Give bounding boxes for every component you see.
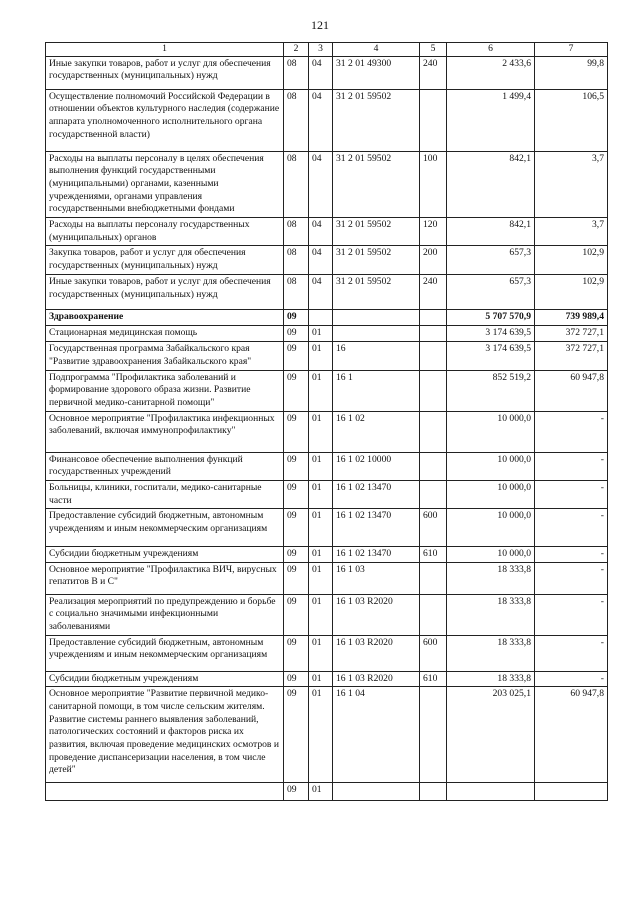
target-article-cell: 16: [333, 342, 420, 370]
amount-cell: 657,3: [447, 275, 535, 310]
subsection-code-cell: 01: [309, 687, 333, 783]
expense-type-cell: [420, 411, 447, 452]
row-name-cell: Здравоохранение: [46, 310, 284, 326]
section-code-cell: 09: [284, 783, 309, 801]
target-article-cell: [333, 326, 420, 342]
federal-amount-cell: 3,7: [535, 151, 608, 217]
row-name-cell: Подпрограмма "Профилактика заболеваний и формирование здорового образа жизни. Развитие первичной медико-санитарной помощи": [46, 370, 284, 411]
federal-amount-cell: -: [535, 452, 608, 480]
header-col-5: 5: [420, 43, 447, 57]
target-article-cell: 16 1 03 R2020: [333, 635, 420, 671]
target-article-cell: 16 1 02: [333, 411, 420, 452]
table-row: [46, 370, 608, 411]
row-name-cell: Иные закупки товаров, работ и услуг для обеспечения государственных (муниципальных) нужд: [46, 56, 284, 89]
table-row: [46, 547, 608, 563]
header-col-3: 3: [309, 43, 333, 57]
section-code-cell: 08: [284, 89, 309, 151]
target-article-cell: [333, 310, 420, 326]
target-article-cell: 31 2 01 49300: [333, 56, 420, 89]
federal-amount-cell: 102,9: [535, 275, 608, 310]
header-col-1: 1: [46, 43, 284, 57]
subsection-code-cell: 01: [309, 342, 333, 370]
table-body: [46, 56, 608, 801]
amount-cell: 5 707 570,9: [447, 310, 535, 326]
column-number-header: [46, 43, 608, 57]
section-code-cell: 09: [284, 310, 309, 326]
expense-type-cell: 100: [420, 151, 447, 217]
subsection-code-cell: 01: [309, 326, 333, 342]
section-code-cell: 08: [284, 275, 309, 310]
subsection-code-cell: 04: [309, 56, 333, 89]
amount-cell: 842,1: [447, 151, 535, 217]
amount-cell: 842,1: [447, 217, 535, 245]
federal-amount-cell: [535, 783, 608, 801]
subsection-code-cell: 01: [309, 547, 333, 563]
expense-type-cell: 600: [420, 509, 447, 547]
amount-cell: 203 025,1: [447, 687, 535, 783]
table-row: [46, 411, 608, 452]
federal-amount-cell: -: [535, 411, 608, 452]
row-name-cell: Осуществление полномочий Российской Федерации в отношении объектов культурного наследия (содержание аппарата уполномоченного исполнительного органа государственной власти): [46, 89, 284, 151]
header-col-7: 7: [535, 43, 608, 57]
subsection-code-cell: 01: [309, 370, 333, 411]
section-code-cell: 09: [284, 342, 309, 370]
section-code-cell: 08: [284, 56, 309, 89]
subsection-code-cell: 01: [309, 509, 333, 547]
amount-cell: 1 499,4: [447, 89, 535, 151]
federal-amount-cell: 3,7: [535, 217, 608, 245]
subsection-code-cell: 04: [309, 151, 333, 217]
target-article-cell: 16 1 02 13470: [333, 480, 420, 508]
amount-cell: 10 000,0: [447, 411, 535, 452]
expense-type-cell: 600: [420, 635, 447, 671]
target-article-cell: [333, 783, 420, 801]
table-row: [46, 562, 608, 594]
amount-cell: 18 333,8: [447, 635, 535, 671]
federal-amount-cell: 739 989,4: [535, 310, 608, 326]
table-row: [46, 509, 608, 547]
amount-cell: 2 433,6: [447, 56, 535, 89]
subsection-code-cell: 04: [309, 89, 333, 151]
table-row: [46, 89, 608, 151]
table-row: [46, 342, 608, 370]
federal-amount-cell: -: [535, 594, 608, 635]
row-name-cell: Предоставление субсидий бюджетным, автономным учреждениям и иным некоммерческим организациям: [46, 635, 284, 671]
subsection-code-cell: 01: [309, 480, 333, 508]
subsection-code-cell: 01: [309, 671, 333, 687]
section-code-cell: 08: [284, 151, 309, 217]
amount-cell: 3 174 639,5: [447, 342, 535, 370]
section-code-cell: 09: [284, 370, 309, 411]
table-row: [46, 56, 608, 89]
expense-type-cell: [420, 480, 447, 508]
federal-amount-cell: -: [535, 562, 608, 594]
table-row: [46, 635, 608, 671]
subsection-code-cell: 01: [309, 562, 333, 594]
subsection-code-cell: 04: [309, 275, 333, 310]
row-name-cell: Реализация мероприятий по предупреждению и борьбе с социально значимыми инфекционными заболеваниями: [46, 594, 284, 635]
federal-amount-cell: 60 947,8: [535, 687, 608, 783]
target-article-cell: 31 2 01 59502: [333, 217, 420, 245]
table-row: [46, 326, 608, 342]
target-article-cell: 31 2 01 59502: [333, 275, 420, 310]
row-name-cell: Субсидии бюджетным учреждениям: [46, 671, 284, 687]
expense-type-cell: [420, 452, 447, 480]
row-name-cell: Иные закупки товаров, работ и услуг для обеспечения государственных (муниципальных) нужд: [46, 275, 284, 310]
subsection-code-cell: 01: [309, 594, 333, 635]
subsection-code-cell: 04: [309, 217, 333, 245]
target-article-cell: 31 2 01 59502: [333, 89, 420, 151]
section-code-cell: 09: [284, 671, 309, 687]
target-article-cell: 16 1 02 13470: [333, 547, 420, 563]
subsection-code-cell: 01: [309, 783, 333, 801]
table-row: [46, 594, 608, 635]
expense-type-cell: [420, 310, 447, 326]
row-name-cell: Основное мероприятие "Развитие первичной медико-санитарной помощи, в том числе сельским жителям. Развитие системы раннего выявления заболеваний, патологических состояний и факторов риска их развития, включая проведение медицинских осмотров и проведение диспансеризации населения, в том числе детей": [46, 687, 284, 783]
amount-cell: 852 519,2: [447, 370, 535, 411]
amount-cell: 10 000,0: [447, 480, 535, 508]
expense-type-cell: [420, 370, 447, 411]
section-code-cell: 08: [284, 217, 309, 245]
header-col-4: 4: [333, 43, 420, 57]
target-article-cell: 16 1 02 10000: [333, 452, 420, 480]
header-col-2: 2: [284, 43, 309, 57]
section-code-cell: 09: [284, 452, 309, 480]
federal-amount-cell: -: [535, 547, 608, 563]
amount-cell: 10 000,0: [447, 547, 535, 563]
expense-type-cell: [420, 687, 447, 783]
row-name-cell: Основное мероприятие "Профилактика инфекционных заболеваний, включая иммунопрофилактику": [46, 411, 284, 452]
amount-cell: 18 333,8: [447, 671, 535, 687]
expense-type-cell: 610: [420, 671, 447, 687]
section-code-cell: 09: [284, 687, 309, 783]
federal-amount-cell: 372 727,1: [535, 342, 608, 370]
row-name-cell: Основное мероприятие "Профилактика ВИЧ, вирусных гепатитов В и С": [46, 562, 284, 594]
section-code-cell: 09: [284, 562, 309, 594]
row-name-cell: Расходы на выплаты персоналу в целях обеспечения выполнения функций государственными (муниципальными) органами, казенными учреждениями, органами управления государственными внебюджетными фондами: [46, 151, 284, 217]
table-row: [46, 246, 608, 275]
target-article-cell: 16 1 03: [333, 562, 420, 594]
subsection-code-cell: 01: [309, 452, 333, 480]
section-code-cell: 09: [284, 411, 309, 452]
amount-cell: 10 000,0: [447, 452, 535, 480]
header-col-6: 6: [447, 43, 535, 57]
budget-table: [45, 42, 608, 801]
expense-type-cell: 610: [420, 547, 447, 563]
expense-type-cell: 240: [420, 56, 447, 89]
subsection-code-cell: 01: [309, 635, 333, 671]
subsection-code-cell: 01: [309, 411, 333, 452]
amount-cell: 10 000,0: [447, 509, 535, 547]
target-article-cell: 31 2 01 59502: [333, 246, 420, 275]
expense-type-cell: [420, 326, 447, 342]
expense-type-cell: [420, 89, 447, 151]
target-article-cell: 16 1: [333, 370, 420, 411]
row-name-cell: Государственная программа Забайкальского края "Развитие здравоохранения Забайкальского края": [46, 342, 284, 370]
row-name-cell: Закупка товаров, работ и услуг для обеспечения государственных (муниципальных) нужд: [46, 246, 284, 275]
table-row: [46, 783, 608, 801]
target-article-cell: 16 1 02 13470: [333, 509, 420, 547]
table-row: [46, 480, 608, 508]
target-article-cell: 16 1 03 R2020: [333, 594, 420, 635]
table-row: [46, 275, 608, 310]
row-name-cell: Стационарная медицинская помощь: [46, 326, 284, 342]
expense-type-cell: [420, 562, 447, 594]
section-code-cell: 08: [284, 246, 309, 275]
expense-type-cell: [420, 594, 447, 635]
amount-cell: [447, 783, 535, 801]
federal-amount-cell: -: [535, 671, 608, 687]
subsection-code-cell: [309, 310, 333, 326]
federal-amount-cell: 102,9: [535, 246, 608, 275]
federal-amount-cell: 60 947,8: [535, 370, 608, 411]
federal-amount-cell: -: [535, 480, 608, 508]
row-name-cell: [46, 783, 284, 801]
target-article-cell: 31 2 01 59502: [333, 151, 420, 217]
section-code-cell: 09: [284, 509, 309, 547]
amount-cell: 18 333,8: [447, 562, 535, 594]
federal-amount-cell: 372 727,1: [535, 326, 608, 342]
table-row: [46, 452, 608, 480]
row-name-cell: Предоставление субсидий бюджетным, автономным учреждениям и иным некоммерческим организациям: [46, 509, 284, 547]
section-code-cell: 09: [284, 547, 309, 563]
amount-cell: 18 333,8: [447, 594, 535, 635]
table-row: [46, 671, 608, 687]
federal-amount-cell: -: [535, 509, 608, 547]
row-name-cell: Финансовое обеспечение выполнения функций государственных учреждений: [46, 452, 284, 480]
table-row: [46, 310, 608, 326]
section-code-cell: 09: [284, 594, 309, 635]
row-name-cell: Больницы, клиники, госпитали, медико-санитарные части: [46, 480, 284, 508]
subsection-code-cell: 04: [309, 246, 333, 275]
section-code-cell: 09: [284, 635, 309, 671]
federal-amount-cell: 99,8: [535, 56, 608, 89]
expense-type-cell: 200: [420, 246, 447, 275]
expense-type-cell: [420, 342, 447, 370]
expense-type-cell: [420, 783, 447, 801]
federal-amount-cell: -: [535, 635, 608, 671]
target-article-cell: 16 1 03 R2020: [333, 671, 420, 687]
page-number: 121: [311, 18, 329, 32]
row-name-cell: Расходы на выплаты персоналу государственных (муниципальных) органов: [46, 217, 284, 245]
section-code-cell: 09: [284, 480, 309, 508]
target-article-cell: 16 1 04: [333, 687, 420, 783]
expense-type-cell: 120: [420, 217, 447, 245]
table-row: [46, 151, 608, 217]
amount-cell: 657,3: [447, 246, 535, 275]
federal-amount-cell: 106,5: [535, 89, 608, 151]
table-row: [46, 217, 608, 245]
amount-cell: 3 174 639,5: [447, 326, 535, 342]
expense-type-cell: 240: [420, 275, 447, 310]
table-row: [46, 687, 608, 783]
row-name-cell: Субсидии бюджетным учреждениям: [46, 547, 284, 563]
section-code-cell: 09: [284, 326, 309, 342]
